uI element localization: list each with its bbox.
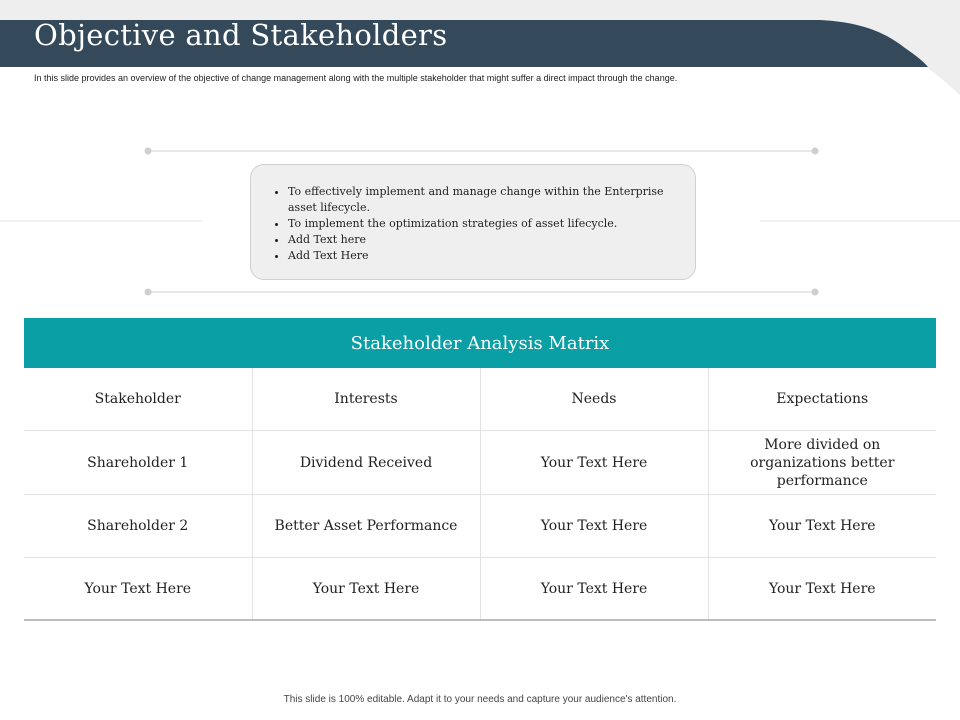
table-cell: More divided on organizations better performance [708, 431, 936, 495]
footer-note: This slide is 100% editable. Adapt it to your needs and capture your audience's attention. [283, 694, 677, 705]
table-cell: Better Asset Performance [252, 495, 480, 558]
table-cell: Your Text Here [480, 558, 708, 621]
page-subtitle: In this slide provides an overview of the objective of change management along with the multiple stakeholder that might suffer a direct impact through the change. [34, 73, 678, 83]
table-cell: Shareholder 1 [24, 431, 252, 495]
objective-box [250, 164, 696, 280]
page-title: Objective and Stakeholders [34, 18, 448, 52]
objective-item: • Add Text Here [288, 248, 675, 264]
objective-item: • Add Text here [288, 232, 675, 248]
column-header: Needs [480, 368, 708, 431]
table-cell: Your Text Here [480, 431, 708, 495]
objective-item: • To implement the optimization strategies of asset lifecycle. [288, 216, 675, 232]
table-row [24, 431, 936, 495]
table-row [24, 495, 936, 558]
table-cell: Your Text Here [24, 558, 252, 621]
table-cell: Shareholder 2 [24, 495, 252, 558]
stakeholder-matrix [24, 368, 936, 621]
table-cell: Your Text Here [252, 558, 480, 621]
table-cell: Your Text Here [708, 558, 936, 621]
table-cell: Your Text Here [480, 495, 708, 558]
objective-list [251, 165, 695, 264]
table-header-row [24, 368, 936, 431]
column-header: Stakeholder [24, 368, 252, 431]
column-header: Interests [252, 368, 480, 431]
table-row [24, 558, 936, 621]
table-cell: Your Text Here [708, 495, 936, 558]
column-header: Expectations [708, 368, 936, 431]
table-cell: Dividend Received [252, 431, 480, 495]
objective-item: • To effectively implement and manage change within the Enterprise asset lifecycle. [288, 184, 675, 216]
matrix-title: Stakeholder Analysis Matrix [24, 318, 936, 368]
